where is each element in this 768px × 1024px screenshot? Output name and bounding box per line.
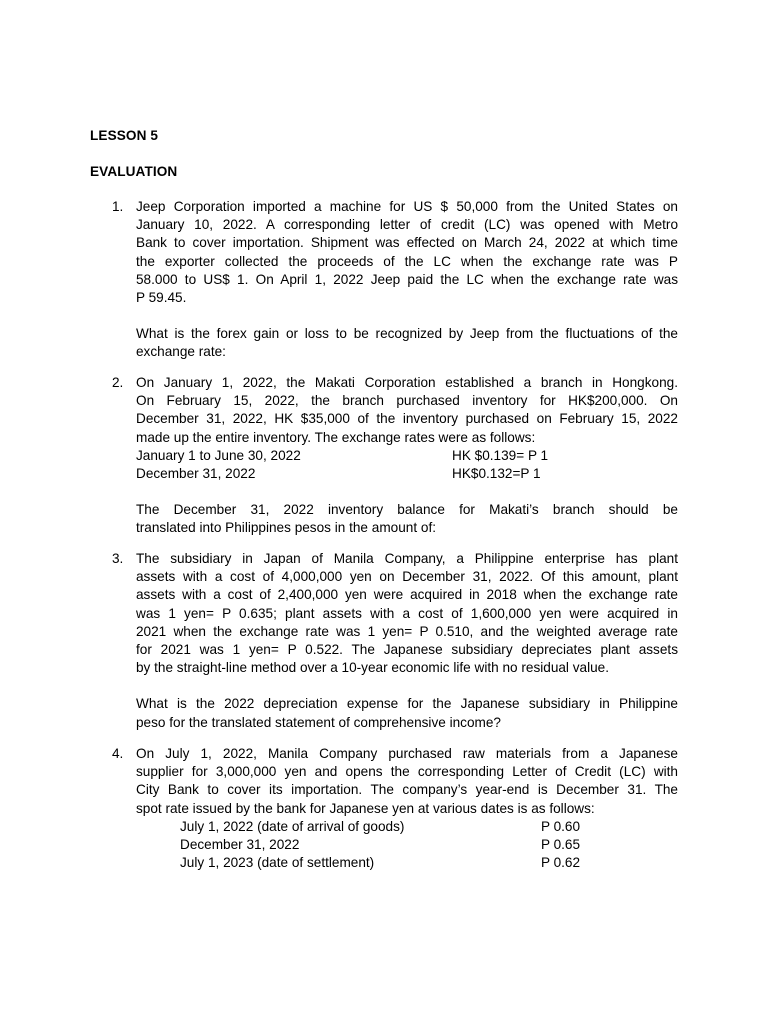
spot-rate-row: [180, 836, 678, 854]
question-text-line: What is the 2022 depreciation expense for the Japanese subsidiary in Philippine: [136, 696, 678, 712]
rate-label: July 1, 2022 (date of arrival of goods): [180, 818, 405, 834]
question-number: 4.: [112, 746, 124, 761]
rate-value: P 0.65: [541, 837, 581, 853]
text-line: City Bank to cover its importation. The company’s year-end is December 31. The: [136, 782, 678, 798]
text-line: On February 15, 2022, the branch purchased inventory for HK$200,000. On: [136, 393, 678, 409]
question-body: [136, 198, 678, 362]
text-line: by the straight-line method over a 10-year economic life with no residual value.: [136, 660, 610, 676]
text-line: the exporter collected the proceeds of the LC when the exchange rate was P: [136, 253, 678, 269]
question-body: [136, 374, 678, 538]
question-text-line: exchange rate:: [136, 344, 226, 360]
spot-rate-row: [180, 854, 678, 872]
text-line: Bank to cover importation. Shipment was effected on March 24, 2022 at which time: [136, 235, 678, 251]
text-line: for 2021 was 1 yen= P 0.522. The Japanese subsidiary depreciates plant assets: [136, 642, 678, 658]
rate-label: December 31, 2022: [180, 837, 300, 853]
text-line: P 59.45.: [136, 290, 187, 306]
text-line: On January 1, 2022, the Makati Corporation established a branch in Hongkong.: [136, 375, 678, 390]
text-line: January 10, 2022. A corresponding letter of credit (LC) was opened with Metro: [136, 217, 678, 233]
text-line: was 1 yen= P 0.635; plant assets with a cost of 1,600,000 yen were acquired in: [136, 605, 678, 621]
question-text-line: peso for the translated statement of comprehensive income?: [136, 714, 501, 730]
text-line: made up the entire inventory. The exchange rates were as follows:: [136, 429, 536, 445]
question-text-line: The December 31, 2022 inventory balance for Makati’s branch should be: [136, 502, 678, 518]
exchange-rate-row: [136, 465, 678, 483]
question-number: 2.: [112, 375, 124, 390]
text-line: 58.000 to US$ 1. On April 1, 2022 Jeep paid the LC when the exchange rate was: [136, 271, 678, 287]
text-line: Jeep Corporation imported a machine for US $ 50,000 from the United States on: [136, 199, 678, 214]
question-text-line: translated into Philippines pesos in the amount of:: [136, 520, 437, 536]
question-body: [136, 550, 678, 732]
spot-rate-row: [180, 818, 678, 836]
rate-label: July 1, 2023 (date of settlement): [180, 855, 375, 871]
text-line: assets with a cost of 2,400,000 yen were acquired in 2018 when the exchange rate: [136, 587, 678, 603]
question-body: [136, 745, 678, 872]
text-line: On July 1, 2022, Manila Company purchased raw materials from a Japanese: [136, 746, 678, 761]
question-number: 3.: [112, 551, 124, 566]
rate-value: P 0.60: [541, 818, 581, 834]
text-line: supplier for 3,000,000 yen and opens the corresponding Letter of Credit (LC) with: [136, 764, 678, 780]
rate-label: December 31, 2022: [136, 466, 256, 482]
rate-value: HK$0.132=P 1: [452, 466, 541, 482]
question-3: [112, 550, 678, 732]
text-line: spot rate issued by the bank for Japanese yen at various dates is as follows:: [136, 800, 595, 816]
rate-label: January 1 to June 30, 2022: [136, 447, 301, 463]
question-1: [112, 198, 678, 362]
question-2: [112, 374, 678, 538]
text-line: 2021 when the exchange rate was 1 yen= P 0.510, and the weighted average rate: [136, 623, 678, 639]
text-line: assets with a cost of 4,000,000 yen on December 31, 2022. Of this amount, plant: [136, 569, 678, 585]
text-line: The subsidiary in Japan of Manila Company, a Philippine enterprise has plant: [136, 551, 678, 566]
question-4: [112, 745, 678, 872]
question-number: 1.: [112, 199, 124, 214]
text-line: December 31, 2022, HK $35,000 of the inventory purchased on February 15, 2022: [136, 411, 678, 427]
evaluation-heading: EVALUATION: [90, 164, 178, 179]
exchange-rate-row: [136, 447, 678, 465]
rate-value: P 0.62: [541, 855, 581, 871]
rate-value: HK $0.139= P 1: [452, 447, 549, 463]
question-text-line: What is the forex gain or loss to be recognized by Jeep from the fluctuations of the: [136, 326, 678, 342]
lesson-heading: LESSON 5: [90, 128, 159, 143]
